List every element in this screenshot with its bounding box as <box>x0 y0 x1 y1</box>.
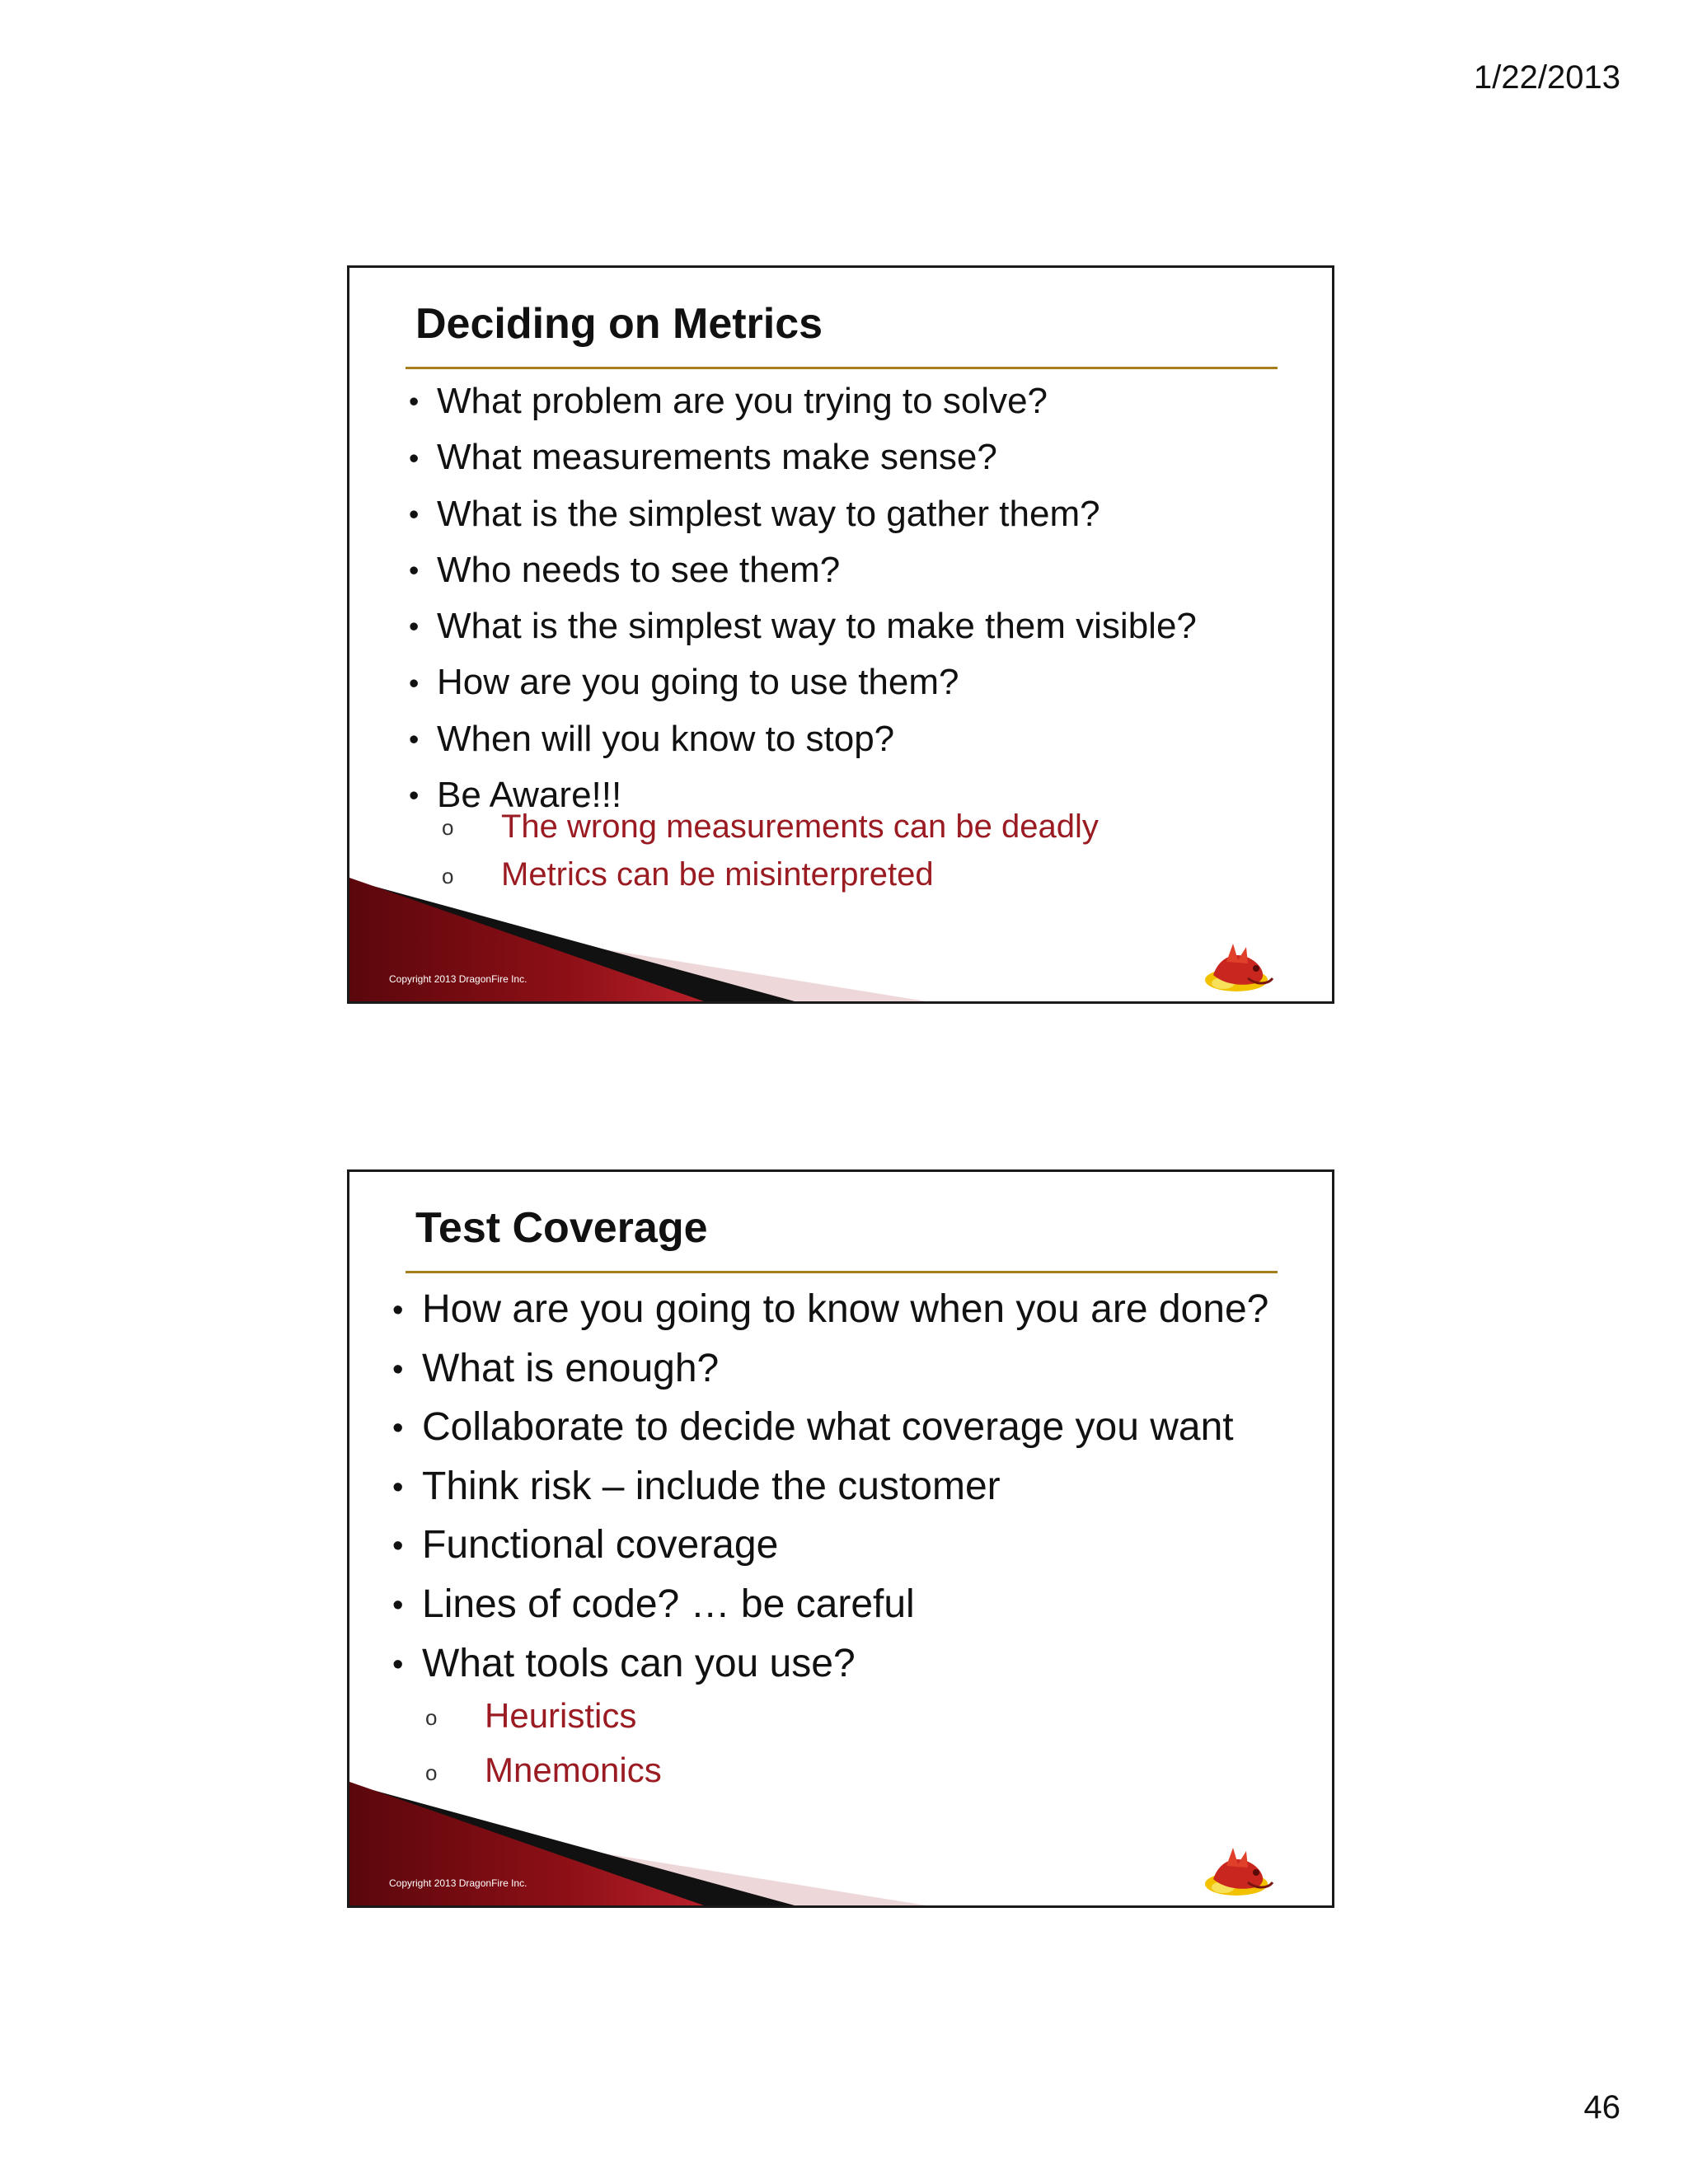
dragon-logo-icon <box>1198 939 1278 996</box>
bullet-dot-icon: • <box>409 386 420 419</box>
bullet-item: • What measurements make sense? <box>409 429 1197 485</box>
slide-deciding-on-metrics <box>347 265 1334 1004</box>
bullet-dot-icon: • <box>409 498 420 531</box>
bullet-dot-icon: • <box>409 780 420 812</box>
bullet-item: • What is the simplest way to gather them? <box>409 486 1197 542</box>
sub-bullet-item: o Metrics can be misinterpreted <box>442 851 1099 899</box>
bullet-item: • What is the simplest way to make them visible? <box>409 598 1197 654</box>
bullet-item: • Think risk – include the customer <box>392 1458 1268 1517</box>
bullet-dot-icon: • <box>392 1528 404 1564</box>
slide-title: Test Coverage <box>415 1204 708 1252</box>
bullet-item: • How are you going to know when you are done? <box>392 1281 1268 1340</box>
bullet-dot-icon: • <box>392 1646 404 1682</box>
sub-bullet-item: o Heuristics <box>425 1690 662 1744</box>
slide-test-coverage <box>347 1169 1334 1908</box>
bullet-dot-icon: • <box>409 611 420 644</box>
bullet-dot-icon: • <box>392 1469 404 1505</box>
bullet-item: • Lines of code? … be careful <box>392 1576 1268 1635</box>
ring-bullet-icon: o <box>425 1760 438 1785</box>
bullet-dot-icon: • <box>392 1410 404 1446</box>
title-divider <box>406 1271 1278 1273</box>
bullet-item: • When will you know to stop? <box>409 711 1197 767</box>
slide-title: Deciding on Metrics <box>415 300 823 348</box>
copyright-text: Copyright 2013 DragonFire Inc. <box>389 1877 528 1889</box>
bullet-dot-icon: • <box>392 1587 404 1624</box>
bullet-item: • Functional coverage <box>392 1516 1268 1576</box>
dragon-logo-icon <box>1198 1843 1278 1900</box>
bullet-item: • Who needs to see them? <box>409 542 1197 598</box>
bullet-dot-icon: • <box>409 555 420 587</box>
bullet-list <box>392 1281 1268 1694</box>
bullet-dot-icon: • <box>392 1351 404 1387</box>
page-number: 46 <box>1583 2089 1620 2125</box>
title-divider <box>406 367 1278 369</box>
bullet-dot-icon: • <box>392 1292 404 1329</box>
sub-bullet-item: o The wrong measurements can be deadly <box>442 804 1099 851</box>
ring-bullet-icon: o <box>442 863 454 888</box>
bullet-item: • What is enough? <box>392 1340 1268 1399</box>
ring-bullet-icon: o <box>425 1705 438 1731</box>
bullet-dot-icon: • <box>409 442 420 475</box>
bullet-dot-icon: • <box>409 723 420 756</box>
sub-bullet-item: o Mnemonics <box>425 1744 662 1798</box>
bullet-item: • How are you going to use them? <box>409 654 1197 710</box>
bullet-item: • Be Aware!!! <box>409 767 1197 823</box>
copyright-text: Copyright 2013 DragonFire Inc. <box>389 973 528 985</box>
bullet-dot-icon: • <box>409 667 420 700</box>
page-date: 1/22/2013 <box>1474 59 1620 96</box>
bullet-list <box>409 373 1197 823</box>
bullet-item: • What problem are you trying to solve? <box>409 373 1197 429</box>
ring-bullet-icon: o <box>442 815 454 841</box>
bullet-item: • What tools can you use? <box>392 1635 1268 1694</box>
bullet-item: • Collaborate to decide what coverage you want <box>392 1399 1268 1458</box>
